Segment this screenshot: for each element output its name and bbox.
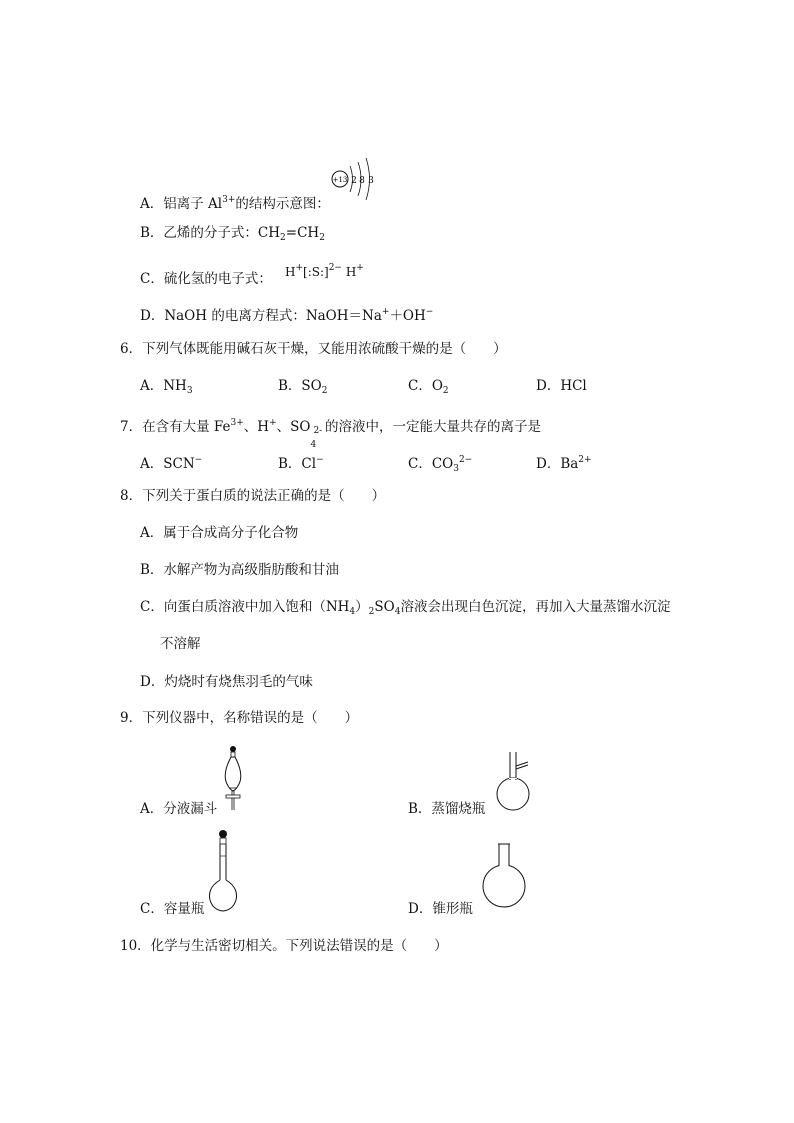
h2s-electron-formula: H+[:S:]$^{2-}$ H+ bbox=[285, 263, 364, 279]
q5-option-c: C．硫化氢的电子式： bbox=[140, 271, 272, 287]
q6-option-d: D．HCl bbox=[536, 378, 587, 394]
shell-1-electrons: 2 bbox=[351, 176, 357, 186]
q6-stem: 6．下列气体既能用碱石灰干燥，又能用浓硫酸干燥的是（ ） bbox=[120, 341, 507, 357]
q8-option-a: A．属于合成高分子化合物 bbox=[140, 525, 299, 541]
q9-option-c: C．容量瓶 bbox=[140, 901, 205, 917]
q5-option-b: B．乙烯的分子式：$CH_2=CH_2$ bbox=[140, 225, 325, 243]
q9-stem: 9．下列仪器中，名称错误的是（ ） bbox=[120, 710, 359, 726]
volumetric-flask-figure bbox=[205, 828, 241, 914]
round-bottom-flask-figure bbox=[478, 840, 530, 910]
q7-stem: 7．在含有大量 $Fe^{3+}$、H+、SO 4 2- 的溶液中，一定能大量共存的离子是 bbox=[120, 418, 542, 450]
q8-stem: 8．下列关于蛋白质的说法正确的是（ ） bbox=[120, 488, 386, 504]
q7-option-a: A．SCN− bbox=[140, 455, 203, 472]
q9-option-d: D．锥形瓶 bbox=[408, 901, 473, 917]
q8-option-d: D．灼烧时有烧焦羽毛的气味 bbox=[140, 674, 313, 690]
q7-option-b: B．Cl− bbox=[278, 455, 324, 472]
shell-2-electrons: 8 bbox=[359, 176, 365, 186]
q6-option-c: C．$O_2$ bbox=[408, 378, 449, 396]
al-ion-structure-diagram bbox=[328, 154, 380, 206]
q8-option-c: C．向蛋白质溶液中加入饱和$(NH_4)_2SO_4$溶液会出现白色沉淀，再加入大量蒸馏水沉淀 bbox=[140, 599, 671, 617]
q9-option-b: B．蒸馏烧瓶 bbox=[408, 801, 486, 817]
q8-option-c-continued: 不溶解 bbox=[160, 636, 201, 652]
q9-option-a: A．分液漏斗 bbox=[140, 801, 218, 817]
q5-option-a: A．铝离子 $Al^{3+}$的结构示意图： bbox=[140, 195, 330, 212]
q5-option-d: D．NaOH 的电离方程式：NaOH＝Na+＋OH− bbox=[140, 307, 434, 324]
q6-option-a: A．$NH_3$ bbox=[140, 378, 193, 396]
q6-option-b: B．$SO_2$ bbox=[278, 378, 328, 396]
q8-option-b: B．水解产物为高级脂肪酸和甘油 bbox=[140, 562, 339, 578]
q7-option-c: C．$CO_3^{2-}$ bbox=[408, 455, 473, 474]
q10-stem: 10．化学与生活密切相关。下列说法错误的是（ ） bbox=[120, 938, 448, 954]
nucleus-charge: +13 bbox=[332, 176, 348, 184]
distillation-flask-figure bbox=[494, 750, 536, 812]
shell-3-electrons: 3 bbox=[368, 176, 374, 186]
separatory-funnel-figure bbox=[218, 744, 248, 812]
q7-option-d: D．$Ba^{2+}$ bbox=[536, 455, 592, 472]
